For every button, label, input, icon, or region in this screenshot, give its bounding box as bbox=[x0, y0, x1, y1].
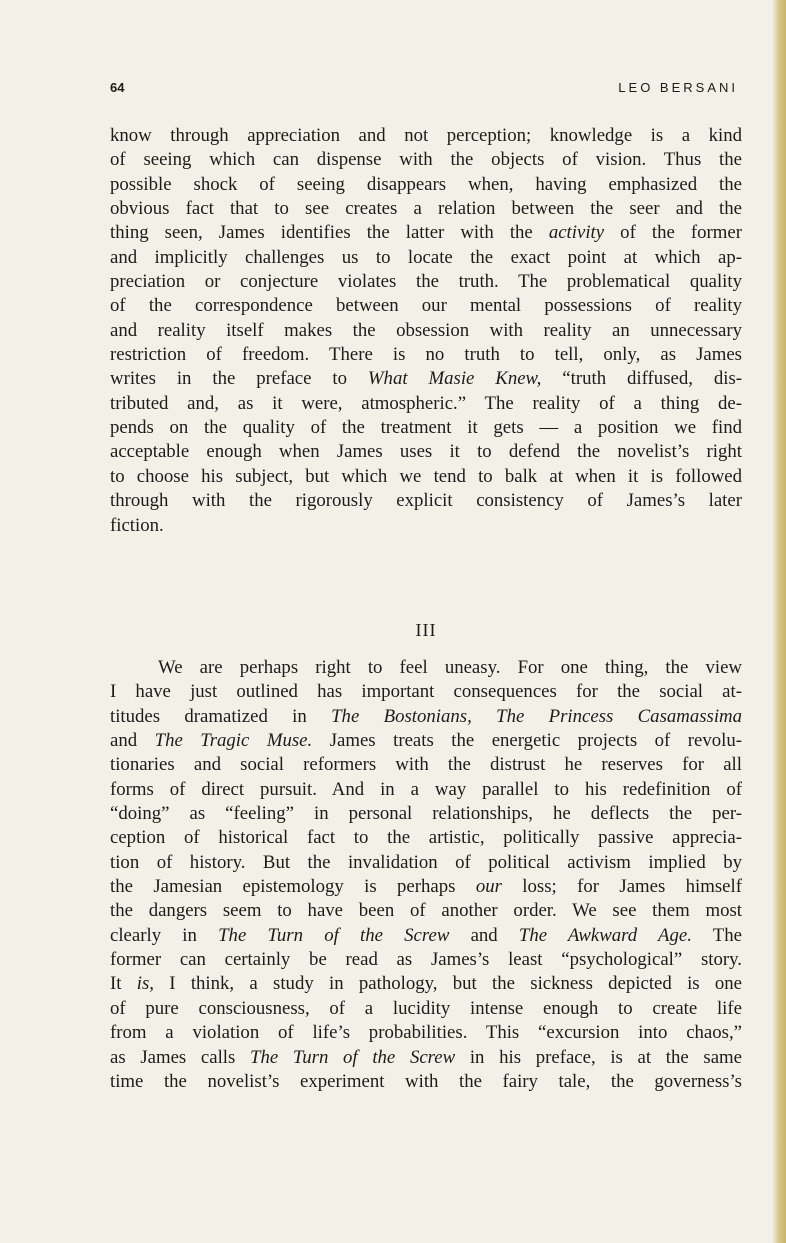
text-segment: It bbox=[110, 973, 137, 995]
text-segment: The bbox=[691, 924, 742, 946]
text-segment: loss; for James himself bbox=[501, 876, 742, 898]
text-segment: the Jamesian epistemology is perhaps bbox=[110, 876, 476, 898]
text-line bbox=[110, 343, 742, 367]
text-line bbox=[110, 826, 742, 850]
text-segment: tion of history. But the invalidation of political activism implied by bbox=[110, 851, 742, 873]
text-segment: I think, a study in pathology, but the sickness depicted is one bbox=[154, 973, 742, 995]
text-segment: I have just outlined has important consequences for the social at- bbox=[110, 681, 742, 703]
italic-title: our bbox=[475, 876, 502, 898]
italic-title: is, bbox=[136, 973, 154, 995]
text-segment: former can certainly be read as James’s least “psychological” story. bbox=[110, 949, 742, 971]
text-segment: “doing” as “feeling” in personal relationships, he deflects the per- bbox=[110, 803, 742, 825]
italic-title: The Tragic Muse. bbox=[154, 730, 313, 752]
text-segment: writes in the preface to bbox=[110, 368, 368, 390]
text-segment bbox=[472, 706, 496, 727]
text-line bbox=[110, 465, 742, 489]
italic-title: The Turn of the Screw bbox=[250, 1046, 456, 1068]
section-heading: III bbox=[415, 620, 437, 640]
page-number: 64 bbox=[110, 80, 125, 95]
text-line bbox=[110, 440, 742, 464]
text-line bbox=[110, 221, 742, 245]
text-line bbox=[110, 729, 742, 753]
text-segment: clearly in bbox=[110, 924, 219, 946]
text-segment: of seeing which can dispense with the objects of vision. Thus the bbox=[110, 149, 742, 171]
text-segment: pends on the quality of the treatment it gets — a position we find bbox=[110, 417, 742, 439]
text-segment: to choose his subject, but which we tend to balk at when it is followed bbox=[110, 465, 742, 487]
text-line bbox=[110, 489, 742, 513]
text-segment: the dangers seem to have been of another order. We see them most bbox=[110, 900, 742, 922]
text-segment: of pure consciousness, of a lucidity intense enough to create life bbox=[110, 997, 742, 1019]
text-segment: of the former bbox=[604, 222, 742, 244]
text-segment: restriction of freedom. There is no truth to tell, only, as James bbox=[110, 344, 742, 366]
text-line bbox=[110, 416, 742, 440]
text-line bbox=[110, 270, 742, 294]
text-line bbox=[110, 148, 742, 172]
text-line bbox=[110, 392, 742, 416]
italic-title: What Masie Knew, bbox=[367, 368, 542, 390]
text-segment: as James calls bbox=[110, 1046, 250, 1068]
text-segment: James treats the energetic projects of revolu- bbox=[312, 730, 742, 752]
text-line bbox=[110, 246, 742, 270]
text-line bbox=[110, 972, 742, 996]
text-segment: ception of historical fact to the artistic, politically passive apprecia- bbox=[110, 827, 742, 849]
text-segment: preciation or conjecture violates the truth. The problematical quality bbox=[110, 271, 742, 293]
text-segment: obvious fact that to see creates a relation between the seer and the bbox=[110, 198, 742, 220]
text-segment: and bbox=[110, 730, 155, 752]
text-line bbox=[110, 753, 742, 777]
text-segment: from a violation of life’s probabilities. This “excursion into chaos,” bbox=[110, 1022, 742, 1044]
text-line bbox=[110, 294, 742, 318]
text-segment: and reality itself makes the obsession with reality an unnecessary bbox=[110, 319, 742, 341]
text-segment: possible shock of seeing disappears when, having emphasized the bbox=[110, 173, 742, 195]
text-segment: in his preface, is at the same bbox=[455, 1046, 742, 1068]
text-segment: and implicitly challenges us to locate the exact point at which ap- bbox=[110, 246, 742, 268]
paragraph-1 bbox=[110, 124, 742, 538]
italic-title: The Princess Casamassima bbox=[496, 705, 743, 727]
text-segment: tionaries and social reformers with the distrust he reserves for all bbox=[110, 754, 742, 776]
text-segment: time the novelist’s experiment with the fairy tale, the governess’s bbox=[110, 1070, 742, 1092]
text-line bbox=[110, 680, 742, 704]
text-line bbox=[110, 1021, 742, 1045]
text-line bbox=[110, 173, 742, 197]
text-line bbox=[110, 656, 742, 680]
text-line bbox=[110, 802, 742, 826]
text-segment: know through appreciation and not perception; knowledge is a kind bbox=[110, 125, 742, 146]
italic-title: The Bostonians, bbox=[331, 705, 472, 727]
text-segment: “truth diffused, dis- bbox=[541, 368, 743, 390]
text-segment: fiction. bbox=[110, 514, 164, 536]
text-segment: acceptable enough when James uses it to defend the novelist’s right bbox=[110, 441, 742, 463]
text-segment: titudes dramatized in bbox=[110, 705, 332, 727]
text-line bbox=[110, 899, 742, 923]
italic-title: The Awkward Age. bbox=[518, 924, 692, 946]
text-segment: through with the rigorously explicit consistency of James’s later bbox=[110, 490, 742, 512]
text-line bbox=[110, 1046, 742, 1070]
text-segment: of the correspondence between our mental possessions of reality bbox=[110, 295, 742, 317]
text-line bbox=[110, 319, 742, 343]
running-head-author: LEO BERSANI bbox=[618, 80, 738, 95]
text-segment: tributed and, as it were, atmospheric.” The reality of a thing de- bbox=[110, 392, 742, 414]
text-line bbox=[110, 367, 742, 391]
text-line bbox=[110, 1070, 742, 1094]
page-edge-shadow bbox=[772, 0, 786, 1243]
text-line bbox=[110, 948, 742, 972]
text-line bbox=[110, 924, 742, 948]
text-segment: and bbox=[449, 924, 519, 946]
italic-title: The Turn of the Screw bbox=[218, 924, 450, 946]
paragraph-2 bbox=[110, 656, 742, 1094]
italic-title: activity bbox=[548, 222, 605, 244]
text-line bbox=[110, 851, 742, 875]
text-segment: forms of direct pursuit. And in a way parallel to his redefinition of bbox=[110, 778, 742, 800]
text-line bbox=[110, 514, 742, 538]
text-line bbox=[110, 778, 742, 802]
text-line bbox=[110, 997, 742, 1021]
text-line bbox=[110, 705, 742, 729]
text-line bbox=[110, 197, 742, 221]
text-segment: thing seen, James identifies the latter with the bbox=[110, 222, 549, 244]
text-segment: We are perhaps right to feel uneasy. For one thing, the view bbox=[158, 657, 742, 678]
text-line bbox=[110, 124, 742, 148]
running-header bbox=[110, 80, 738, 100]
text-line bbox=[110, 875, 742, 899]
